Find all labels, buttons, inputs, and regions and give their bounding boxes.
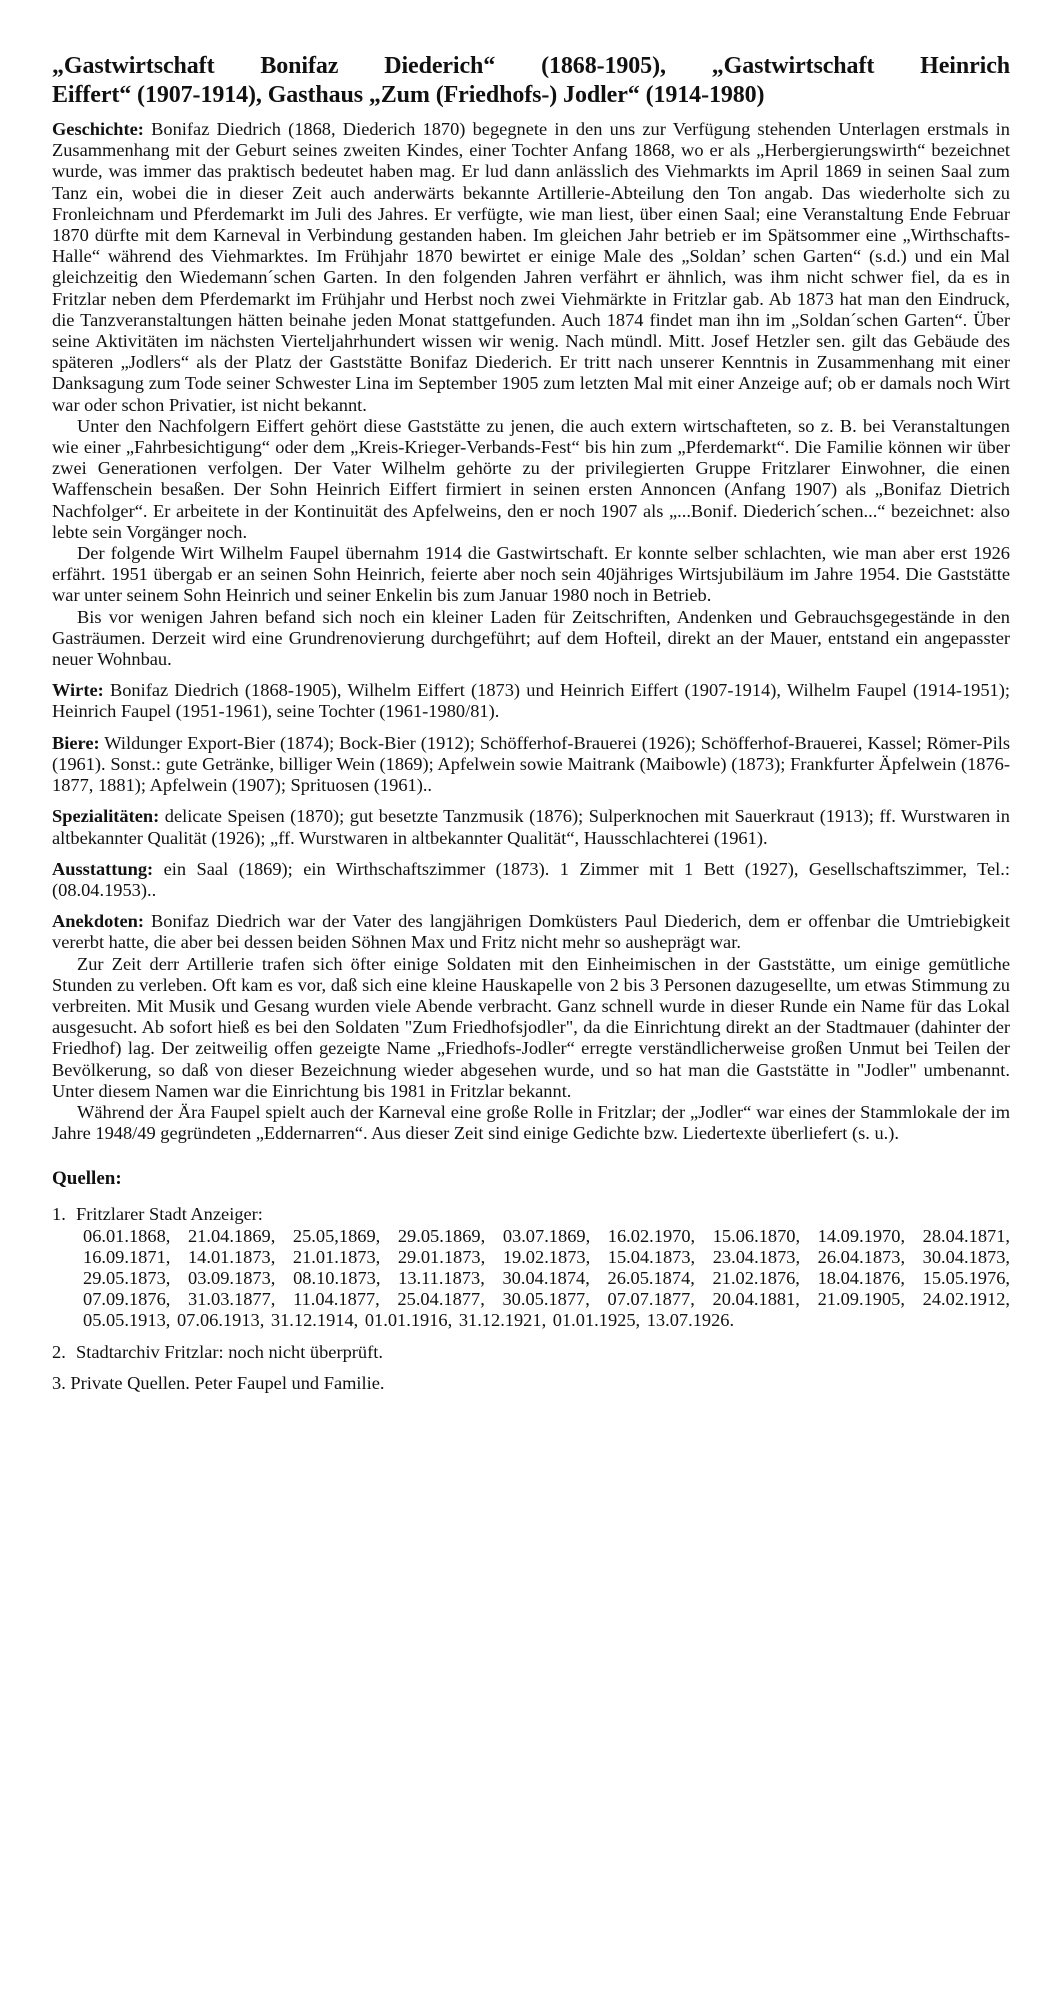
ausstattung-label: Ausstattung: [52,858,154,879]
anekdoten-paragraph-2: Zur Zeit derr Artillerie trafen sich öfter einige Soldaten mit den Einheimischen in der Gaststätte, um einige gemütliche Stunden zu verleben. Oft kam es vor, daß sich eine kleine Hauskapelle von 2 bis 3 Personen dazugesellte, um etwas Stimmung zu verbreiten. Mit Musik und Gesang wurden viele Abende verbracht. Ganz schnell wurde in dieser Runde ein Name für das Lokal ausgesucht. Ab sofort hieß es bei den Soldaten "Zum Friedhofsjodler", da die Einrichtung direkt an der Stadtmauer (dahinter der Friedhof) lag. Der zeitweilig offen gezeigte Name „Friedhofs-Jodler“ erregte verständlicherweise großen Unmut bei Teilen der Bevölkerung, so daß von dieser Bezeichnung wieder abgesehen wurde, und so hat man die Gaststätte in "Jodler" umbenannt. Unter diesem Namen war die Einrichtung bis 1981 in Fritzlar bekannt. [52,953,1010,1101]
spezialitaeten-label: Spezialitäten: [52,806,160,827]
geschichte-paragraph-2: Unter den Nachfolgern Eiffert gehört diese Gaststätte zu jenen, die auch extern wirtschafteten, so z. B. bei Veranstaltungen wie einer „Fahrbesichtigung“ oder dem „Kreis-Krieger-Verbands-Fest“ bis hin zum „Pferdemarkt“. Die Familie können wir über zwei Generationen verfolgen. Der Vater Wilhelm gehörte zu der privilegierten Gruppe Fritzlarer Einwohner, die einen Waffenschein besaßen. Der Sohn Heinrich Eiffert firmiert in seinen ersten Annoncen (Anfang 1907) als „Bonifaz Dietrich Nachfolger“. Er arbeitete in der Kontinuität des Apfelweins, den er noch 1907 als „...Bonif. Diederich´schen...“ bezeichnet: also lebte sein Vorgänger noch. [52,415,1010,542]
spezialitaeten-paragraph [52,806,1010,848]
source-text: Private Quellen. Peter Faupel und Familie. [70,1372,385,1393]
section-spezialitaeten [52,806,1010,848]
source-text: Fritzlarer Stadt Anzeiger: [76,1204,263,1225]
section-geschichte [52,119,1010,670]
source-text: Stadtarchiv Fritzlar: noch nicht überprüft. [76,1341,383,1362]
source-dates-list: 06.01.1868, 21.04.1869, 25.05,1869, 29.05.1869, 03.07.1869, 16.02.1970, 15.06.1870, 14.09.1970, 28.04.1871, 16.09.1871, 14.01.1873, 21.01.1873, 29.01.1873, 19.02.1873, 15.04.1873, 23.04.1873, 26.04.1873, 30.04.1873, 29.05.1873, 03.09.1873, 08.10.1873, 13.11.1873, 30.04.1874, 26.05.1874, 21.02.1876, 18.04.1876, 15.05.1976, 07.09.1876, 31.03.1877, 11.04.1877, 25.04.1877, 30.05.1877, 07.07.1877, 20.04.1881, 21.09.1905, 24.02.1912, 05.05.1913, 07.06.1913, 31.12.1914, 01.01.1916, 31.12.1921, 01.01.1925, 13.07.1926. [83,1225,1010,1331]
title-line-2: Eiffert“ (1907-1914), Gasthaus „Zum (Friedhofs-) Jodler“ (1914-1980) [52,82,765,108]
biere-label: Biere: [52,732,100,753]
document-page [52,52,1010,1404]
source-item-1 [52,1204,1010,1331]
wirte-text: Bonifaz Diedrich (1868-1905), Wilhelm Eiffert (1873) und Heinrich Eiffert (1907-1914), Wilhelm Faupel (1914-1951); Heinrich Faupel (1951-1961), seine Tochter (1961-1980/81). [52,680,1010,722]
source-number: 3. [52,1372,66,1393]
source-number: 1. [52,1204,66,1225]
section-wirte [52,680,1010,722]
ausstattung-paragraph [52,859,1010,901]
anekdoten-label: Anekdoten: [52,911,144,932]
ausstattung-text: ein Saal (1869); ein Wirthschaftszimmer (1873). 1 Zimmer mit 1 Bett (1927), Gesellschaftszimmer, Tel.: (08.04.1953).. [52,858,1010,900]
wirte-paragraph [52,680,1010,722]
section-anekdoten [52,911,1010,1144]
quellen-heading: Quellen: [52,1168,122,1190]
anekdoten-text-1: Bonifaz Diedrich war der Vater des langjährigen Domküsters Paul Diederich, dem er offenbar die Umtriebigkeit vererbt hatte, die aber bei dessen beiden Söhnen Max und Fritz nicht mehr so ausheprägt war. [52,911,1010,953]
geschichte-paragraph-4: Bis vor wenigen Jahren befand sich noch ein kleiner Laden für Zeitschriften, Andenken und Gebrauchsgegestände in den Gasträumen. Derzeit wird eine Grundrenovierung durchgeführt; auf dem Hofteil, direkt an der Mauer, entstand ein angepasster neuer Wohnbau. [52,606,1010,670]
source-item-3 [52,1373,1010,1394]
wirte-label: Wirte: [52,680,104,701]
geschichte-paragraph-1 [52,119,1010,416]
section-ausstattung [52,859,1010,901]
geschichte-label: Geschichte: [52,119,144,139]
source-item-2 [52,1342,1010,1363]
section-biere [52,733,1010,797]
anekdoten-paragraph-1 [52,911,1010,953]
biere-text: Wildunger Export-Bier (1874); Bock-Bier (1912); Schöfferhof-Brauerei (1926); Schöfferhof-Brauerei, Kassel; Römer-Pils (1961). Sonst.: gute Getränke, billiger Wein (1869); Apfelwein sowie Maitrank (Maibowle) (1873); Frankfurter Äpfelwein (1876-1877, 1881); Apfelwein (1907); Sprituosen (1961).. [52,732,1010,796]
geschichte-text-1: Bonifaz Diedrich (1868, Diederich 1870) begegnete in den uns zur Verfügung stehenden Unterlagen erstmals in Zusammenhang mit der Geburt seines zweiten Kindes, einer Tochter Anfang 1868, wo er als „Herbergierungswirth“ bezeichnet wurde, was immer das praktisch bedeutet haben mag. Er lud dann anlässlich des Viehmarkts im April 1869 in seinen Saal zum Tanz ein, wobei die in dieser Zeit auch anderwärts bekannte Artillerie-Abteilung den Ton angab. Das wiederholte sich zu Fronleichnam und Pferdemarkt im Juli des Jahres. Er verfügte, wie man liest, über einen Saal; eine Veranstaltung Ende Februar 1870 dürfte mit dem Karneval in Verbindung gestanden haben. Im gleichen Jahr betrieb er im Spätsommer eine „Wirthschafts-Halle“ während des Viehmarktes. Im Frühjahr 1870 bewirtet er einige Male des „Soldan’ schen Garten“ (s.d.) und ein Mal gleichzeitig den Wiedemann´schen Garten. In den folgenden Jahren verfährt er ähnlich, was ihm nicht schwer fiel, da es in Fritzlar neben dem Pferdemarkt im Frühjahr und Herbst noch zwei Viehmärkte in Fritzlar gab. Ab 1873 hat man den Eindruck, die Tanzveranstaltungen hätten beinahe jeden Monat stattgefunden. Auch 1874 findet man ihn im „Soldan´schen Garten“. Über seine Aktivitäten im nächsten Vierteljahrhundert wissen wir wenig. Nach mündl. Mitt. Josef Hetzler sen. gilt das Gebäude des späteren „Jodlers“ als der Platz der Gaststätte Bonifaz Diederich. Er tritt nach unserer Kenntnis in Zusammenhang mit einer Danksagung zum Tode seiner Schwester Lina im September 1905 zum letzten Mal mit einer Anzeige auf; ob er damals noch Wirt war oder schon Privatier, ist nicht bekannt. [52,119,1010,415]
biere-paragraph [52,733,1010,797]
geschichte-paragraph-3: Der folgende Wirt Wilhelm Faupel übernahm 1914 die Gastwirtschaft. Er konnte selber schlachten, wie man aber erst 1926 erfährt. 1951 übergab er an seinen Sohn Heinrich, feierte aber noch sein 40jähriges Wirtsjubiläum im Jahre 1954. Die Gaststätte war unter seinem Sohn Heinrich und seiner Enkelin bis zum Januar 1980 noch in Betrieb. [52,543,1010,606]
source-number: 2. [52,1341,66,1362]
anekdoten-paragraph-3: Während der Ära Faupel spielt auch der Karneval eine große Rolle in Fritzlar; der „Jodler“ war eines der Stammlokale der im Jahre 1948/49 gegründeten „Eddernarren“. Aus dieser Zeit sind einige Gedichte bzw. Liedertexte überliefert (s. u.). [52,1101,1010,1144]
section-quellen [52,1168,1010,1394]
spezialitaeten-text: delicate Speisen (1870); gut besetzte Tanzmusik (1876); Sulperknochen mit Sauerkraut (1913); ff. Wurstwaren in altbekannter Qualität (1926); „ff. Wurstwaren in altbekannter Qualität“, Hausschlachterei (1961). [52,806,1010,848]
document-title [52,52,1010,110]
title-line-1: „Gastwirtschaft Bonifaz Diederich“ (1868-1905), „Gastwirtschaft Heinrich [52,53,1010,79]
